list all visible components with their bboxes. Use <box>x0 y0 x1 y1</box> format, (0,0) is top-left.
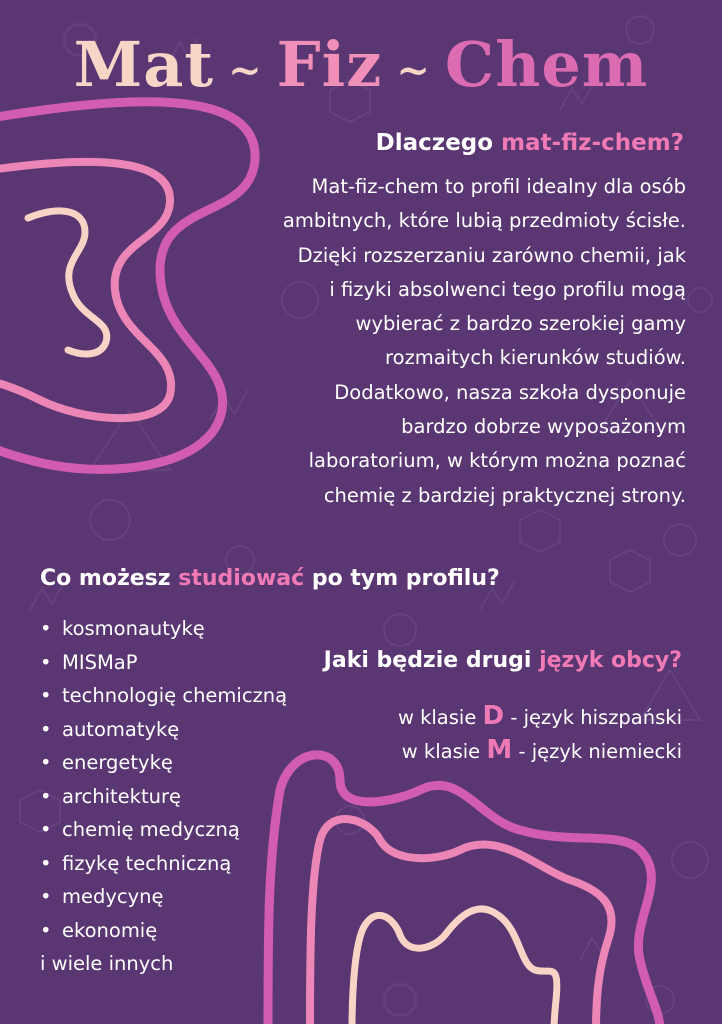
poster-title <box>0 28 722 101</box>
why-line: Dodatkowo, nasza szkoła dysponuje <box>334 380 686 404</box>
list-item-label: architekturę <box>62 784 181 808</box>
why-line: laboratorium, w którym można poznać <box>308 449 686 473</box>
why-line: bardzo dobrze wyposażonym <box>401 415 686 439</box>
list-item-label: energetykę <box>62 751 173 774</box>
bullet-icon: • <box>40 751 52 774</box>
study-heading-prefix: Co możesz <box>40 566 171 591</box>
top-left-squiggle <box>0 102 255 470</box>
list-item-label: ekonomię <box>62 918 158 942</box>
why-line: rozmaitych kierunków studiów. <box>385 346 686 370</box>
language-details <box>398 700 682 768</box>
class-letter: M <box>486 735 513 765</box>
list-item <box>40 914 287 948</box>
language-line-suffix: - język niemiecki <box>518 740 682 763</box>
list-item-label: MISMaP <box>62 650 138 674</box>
list-item-label: chemię medyczną <box>62 818 240 841</box>
study-heading <box>40 566 500 591</box>
title-chem: Chem <box>444 28 649 101</box>
language-line <box>398 700 682 734</box>
bottom-right-squiggle <box>268 755 660 1024</box>
why-line: chemię z bardziej praktycznej strony. <box>323 483 686 507</box>
list-item-label: medycynę <box>62 885 164 908</box>
bullet-icon: • <box>40 717 52 741</box>
study-heading-suffix: po tym profilu? <box>311 566 500 591</box>
title-mat: Mat <box>73 28 215 101</box>
why-line: i fizyki absolwenci tego profilu mogą <box>329 277 686 301</box>
list-item-label: kosmonautykę <box>62 617 205 640</box>
language-heading-accent: język obcy? <box>539 648 682 673</box>
bullet-icon: • <box>40 684 52 707</box>
bullet-icon: • <box>40 818 52 841</box>
list-item <box>40 679 287 713</box>
why-line: wybierać z bardzo szerokiej gamy <box>355 312 686 336</box>
language-line-prefix: w klasie <box>397 706 477 729</box>
why-heading-accent: mat-fiz-chem? <box>501 130 684 156</box>
bullet-icon: • <box>40 650 52 674</box>
language-heading-prefix: Jaki będzie drugi <box>323 648 532 673</box>
bullet-icon: • <box>40 784 52 808</box>
bullet-icon: • <box>40 885 52 908</box>
why-heading <box>376 130 684 156</box>
language-line-suffix: - język hiszpański <box>510 706 682 729</box>
why-description <box>226 170 686 513</box>
why-line: Mat-fiz-chem to profil idealny dla osób <box>311 175 686 198</box>
list-item <box>40 813 287 847</box>
study-heading-accent: studiować <box>178 566 305 591</box>
bullet-icon: • <box>40 918 52 942</box>
title-separator: ~ <box>228 46 263 94</box>
language-line <box>398 734 682 768</box>
bullet-icon: • <box>40 617 52 640</box>
study-more-text: i wiele innych <box>40 952 174 975</box>
bullet-icon: • <box>40 851 52 875</box>
list-item-label: technologię chemiczną <box>62 684 288 707</box>
title-separator: ~ <box>396 46 431 94</box>
list-item <box>40 713 287 747</box>
list-item <box>40 646 287 680</box>
why-line: ambitnych, które lubią przedmioty ścisłe. <box>282 209 686 233</box>
language-line-prefix: w klasie <box>401 740 481 763</box>
list-item-label: automatykę <box>62 717 180 741</box>
why-line: Dzięki rozszerzaniu zarówno chemii, jak <box>297 243 686 267</box>
list-item <box>40 847 287 881</box>
list-item-label: fizykę techniczną <box>62 851 232 875</box>
language-heading <box>324 648 682 673</box>
title-fiz: Fiz <box>276 28 383 101</box>
list-item <box>40 880 287 914</box>
study-list <box>40 612 287 947</box>
class-letter: D <box>482 701 505 731</box>
list-item <box>40 612 287 646</box>
list-item <box>40 780 287 814</box>
why-heading-prefix: Dlaczego <box>375 130 494 156</box>
list-item <box>40 746 287 780</box>
